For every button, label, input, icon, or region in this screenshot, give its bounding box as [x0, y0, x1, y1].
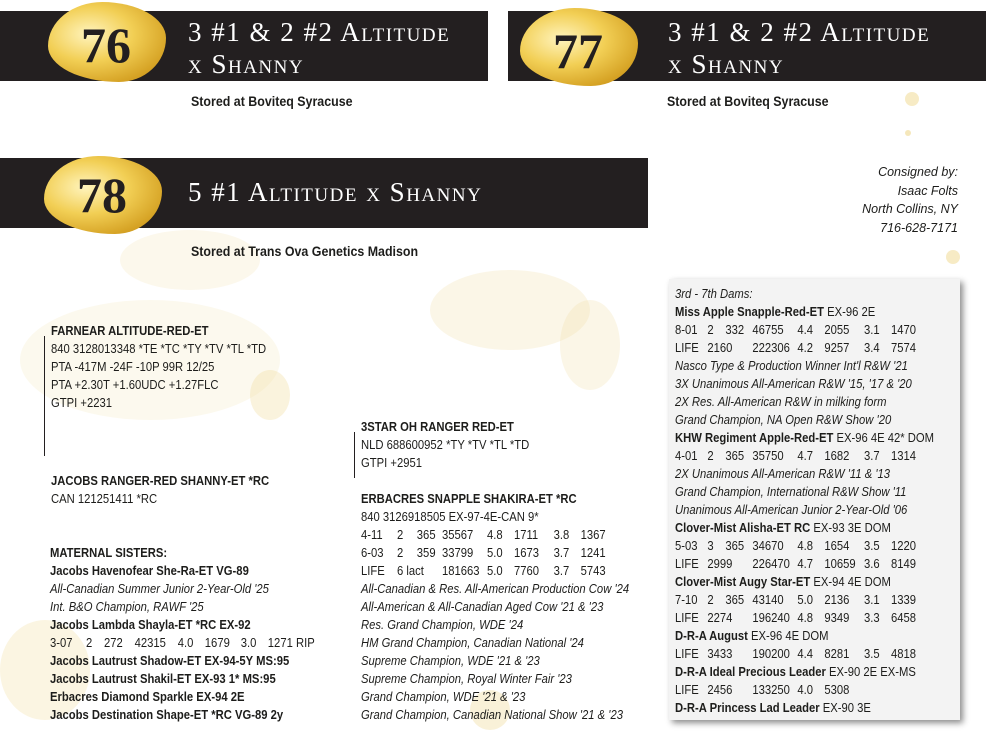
dam-registration: CAN 121251411 *RC [51, 492, 158, 506]
grandsire-registration: NLD 688600952 *TY *TV *TL *TD [361, 438, 530, 452]
sister-name: Jacobs Havenofear She-Ra-ET VG-89 [50, 564, 249, 578]
lot-77-number: 77 [553, 23, 603, 79]
lot-78-storage: Stored at Trans Ova Genetics Madison [191, 244, 419, 259]
lot-77-title-line2: x Shanny [668, 49, 785, 79]
consignor-phone: 716-628-7171 [880, 220, 958, 235]
dam-record-row: 4-01 2 365 35750 4.7 1682 3.7 1314 [675, 449, 917, 463]
pedigree-line-grandsire [354, 432, 355, 478]
lot-76-title [188, 16, 450, 80]
dam-block [51, 472, 293, 508]
dam-record-row: LIFE 2160 222306 4.2 9257 3.4 7574 [675, 341, 917, 355]
dam-entry-name: D-R-A Princess Lad Leader EX-90 3E [675, 701, 871, 715]
granddam-honor: Grand Champion, Canadian National Show '21 & '23 [361, 708, 623, 722]
maternal-sisters-block [50, 544, 344, 724]
sister-record-row: 3-07 2 272 42315 4.0 1679 3.0 1271 RIP [50, 636, 315, 650]
sire-name: FARNEAR ALTITUDE-RED-ET [51, 324, 209, 338]
lot-76-number: 76 [81, 17, 131, 73]
grandsire-name: 3STAR OH RANGER RED-ET [361, 420, 514, 434]
granddam-record-row: 4-11 2 365 35567 4.8 1711 3.8 1367 [361, 528, 606, 542]
granddam-honor: Supreme Champion, Royal Winter Fair '23 [361, 672, 572, 686]
dam-honor: Grand Champion, NA Open R&W Show '20 [675, 413, 892, 427]
dam-honor: Unanimous All-American Junior 2-Year-Old '06 [675, 503, 908, 517]
consignor-location: North Collins, NY [862, 202, 958, 216]
consignor-label: Consigned by: [878, 165, 958, 179]
consignor-name: Isaac Folts [897, 183, 958, 198]
dam-record-row: 5-03 3 365 34670 4.8 1654 3.5 1220 [675, 539, 917, 553]
pedigree-line-sire [44, 336, 45, 456]
dam-record-row: 7-10 2 365 43140 5.0 2136 3.1 1339 [675, 593, 917, 607]
granddam-record-row: LIFE 6 lact 181663 5.0 7760 3.7 5743 [361, 564, 606, 578]
dam-name: JACOBS RANGER-RED SHANNY-ET *RC [51, 474, 270, 488]
dam-honor: 2X Unanimous All-American R&W '11 & '13 [675, 467, 891, 481]
dam-entry-name: Miss Apple Snapple-Red-ET EX-96 2E [675, 305, 876, 319]
granddam-registration: 840 3126918505 EX-97-4E-CAN 9* [361, 510, 539, 524]
dam-entry-name: KHW Regiment Apple-Red-ET EX-96 4E 42* DOM [675, 431, 935, 445]
sire-pta-production: PTA -417M -24F -10P 99R 12/25 [51, 360, 215, 374]
granddam-name: ERBACRES SNAPPLE SHAKIRA-ET *RC [361, 492, 577, 506]
sister-name: Jacobs Lautrust Shadow-ET EX-94-5Y MS:95 [50, 654, 290, 668]
grandsire-gtpi: GTPI +2951 [361, 456, 422, 470]
sister-name: Jacobs Lambda Shayla-ET *RC EX-92 [50, 618, 251, 632]
dam-record-row: 8-01 2 332 46755 4.4 2055 3.1 1470 [675, 323, 917, 337]
dam-honor: Nasco Type & Production Winner Int'l R&W '21 [675, 359, 908, 373]
sister-name: Erbacres Diamond Sparkle EX-94 2E [50, 690, 245, 704]
dams-heading: 3rd - 7th Dams: [675, 287, 753, 301]
dam-honor: 3X Unanimous All-American R&W '15, '17 & '20 [675, 377, 912, 391]
granddam-honor: Grand Champion, WDE '21 & '23 [361, 690, 526, 704]
lot-76-storage: Stored at Boviteq Syracuse [191, 94, 353, 109]
granddam-record-row: 6-03 2 359 33799 5.0 1673 3.7 1241 [361, 546, 606, 560]
granddam-block [361, 490, 659, 724]
consignor-info [862, 163, 958, 237]
dam-honor: Grand Champion, International R&W Show '11 [675, 485, 907, 499]
sire-registration: 840 3128013348 *TE *TC *TY *TV *TL *TD [51, 342, 267, 356]
dam-record-row: LIFE 3433 190200 4.4 8281 3.5 4818 [675, 647, 917, 661]
sister-name: Jacobs Destination Shape-ET *RC VG-89 2y [50, 708, 284, 722]
lot-77-title-line1: 3 #1 & 2 #2 Altitude [668, 17, 931, 47]
dam-entry-name: Clover-Mist Augy Star-ET EX-94 4E DOM [675, 575, 891, 589]
granddam-honor: All-American & All-Canadian Aged Cow '21 & '23 [361, 600, 604, 614]
sister-honor: Int. B&O Champion, RAWF '25 [50, 600, 204, 614]
dam-record-row: LIFE 2274 196240 4.8 9349 3.3 6458 [675, 611, 917, 625]
sire-block [51, 322, 290, 412]
granddam-honor: All-Canadian & Res. All-American Production Cow '24 [361, 582, 630, 596]
dam-record-row: LIFE 2456 133250 4.0 5308 [675, 683, 850, 697]
dam-honor: 2X Res. All-American R&W in milking form [675, 395, 887, 409]
sister-name: Jacobs Lautrust Shakil-ET EX-93 1* MS:95 [50, 672, 276, 686]
lot-76-title-line2: x Shanny [188, 49, 305, 79]
sister-honor: All-Canadian Summer Junior 2-Year-Old '25 [50, 582, 269, 596]
lot-78-number: 78 [77, 167, 127, 223]
granddam-honor: Res. Grand Champion, WDE '24 [361, 618, 524, 632]
lot-77-storage: Stored at Boviteq Syracuse [667, 94, 829, 109]
dams-3rd-7th-box [669, 279, 960, 720]
granddam-honor: HM Grand Champion, Canadian National '24 [361, 636, 584, 650]
sire-pta-type: PTA +2.30T +1.60UDC +1.27FLC [51, 378, 219, 392]
maternal-sisters-heading: MATERNAL SISTERS: [50, 546, 168, 560]
lot-77-title [668, 16, 930, 80]
dam-entry-name: D-R-A August EX-96 4E DOM [675, 629, 829, 643]
lot-78-title: 5 #1 Altitude x Shanny [188, 177, 483, 207]
granddam-honor: Supreme Champion, WDE '21 & '23 [361, 654, 540, 668]
sire-gtpi: GTPI +2231 [51, 396, 112, 410]
grandsire-block [361, 418, 548, 472]
lot-76-title-line1: 3 #1 & 2 #2 Altitude [188, 17, 451, 47]
dam-entry-name: D-R-A Ideal Precious Leader EX-90 2E EX-MS [675, 665, 916, 679]
dam-entry-name: Clover-Mist Alisha-ET RC EX-93 3E DOM [675, 521, 891, 535]
dam-record-row: LIFE 2999 226470 4.7 10659 3.6 8149 [675, 557, 917, 571]
